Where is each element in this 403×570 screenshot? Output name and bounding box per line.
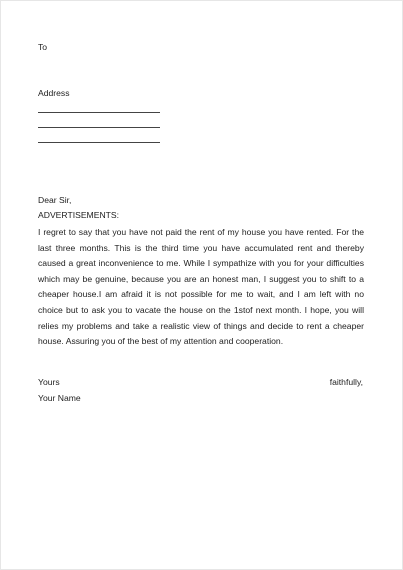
- subject-line: ADVERTISEMENTS:: [38, 210, 120, 220]
- address-label: Address: [38, 88, 70, 98]
- address-line-3: [38, 142, 160, 143]
- signature-name: Your Name: [38, 393, 81, 403]
- to-label: To: [38, 42, 48, 52]
- closing-faithfully: faithfully,: [329, 377, 363, 387]
- letter-body: I regret to say that you have not paid the rent of my house you have rented. For the last three months. This is the third time you have accumulated rent and thereby caused a great inconvenience to me. While I sympathize with you for your difficulties which may be genuine, because you are an honest man, I suggest you to shift to a cheaper house.I am afraid it is not possible for me to wait, and I am left with no choice but to ask you to vacate the house on the 1stof next month. I hope, you will relies my problems and take a realistic view of things and decide to rent a cheaper house. Assuring you of the best of my attention and cooperation.: [38, 227, 364, 347]
- address-line-2: [38, 127, 160, 128]
- address-line-1: [38, 112, 160, 113]
- salutation: Dear Sir,: [38, 195, 72, 205]
- closing-yours: Yours: [38, 377, 60, 387]
